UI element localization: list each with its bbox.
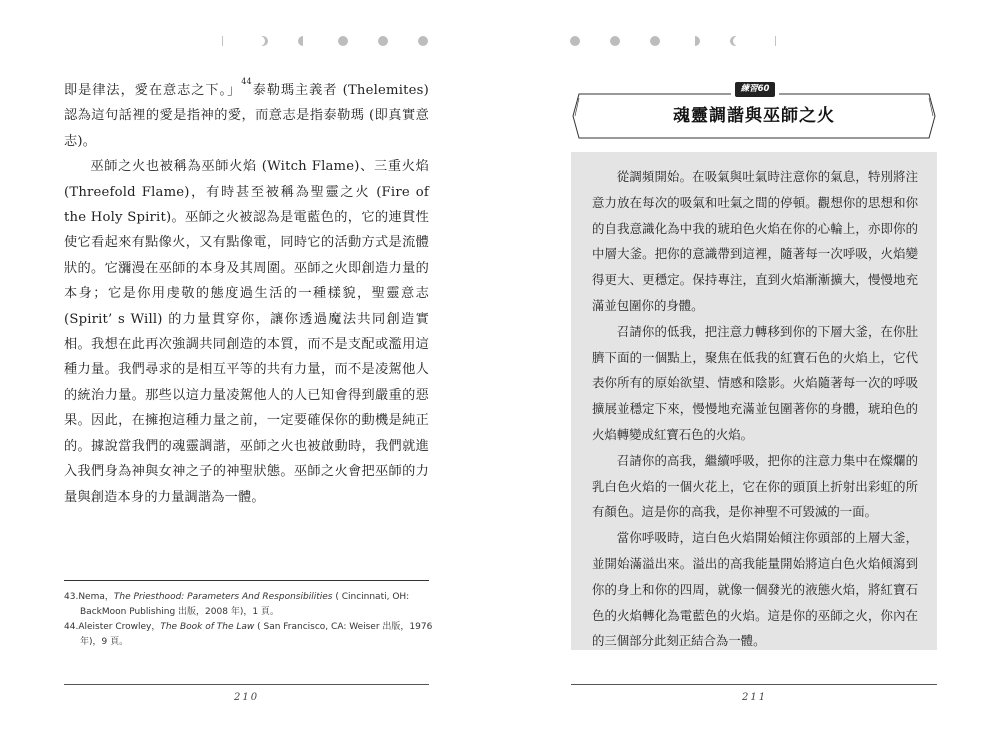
moon-full-icon	[338, 36, 348, 46]
moon-crescent-icon	[730, 36, 740, 46]
page-number: 210	[234, 692, 260, 703]
body-text	[64, 78, 429, 510]
exercise-badge: 練習60	[735, 82, 775, 97]
paragraph: 即是律法，愛在意志之下。」$^{44}$泰勒瑪主義者 (Thelemites) 認為這句話裡的愛是指神的愛，而意志是指泰勒瑪 (即真實意志)。	[64, 77, 429, 149]
moon-full-icon	[570, 36, 580, 46]
moon-half-icon	[690, 36, 700, 46]
moon-thin-crescent-icon	[222, 36, 228, 46]
footer-rule	[64, 684, 429, 685]
paragraph: 巫師之火也被稱為巫師火焰 (Witch Flame)、三重火焰 (Threefold Flame)，有時甚至被稱為聖靈之火 (Fire of the Holy Spirit)。巫師之火被認為是電藍色的，它的連貫性使它看起來有點像火，又有點像電，同時它的活動方式是流體狀的。它瀰漫在巫師的本身及其周圍。巫師之火即創造力量的本身；它是你用虔敬的態度過生活的一種樣貌，聖靈意志 (Spirit’ s Will) 的力量貫穿你，讓你透過魔法共同創造實相。我想在此再次強調共同創造的本質，而不是支配或濫用這種力量。我們尋求的是相互平等的共有力量，而不是凌駕他人的統治力量。那些以這力量凌駕他人的人已知會得到嚴重的惡果。因此，在擁抱這種力量之前，一定要確保你的動機是純正的。據說當我們的魂靈調諧，巫師之火也被啟動時，我們就進入我們身為神與女神之子的神聖狀態。巫師之火會把巫師的力量與創造本身的力量調諧為一體。	[64, 159, 429, 505]
footnotes	[64, 590, 434, 650]
moon-thin-crescent-icon	[770, 36, 776, 46]
moon-phase-ornament	[222, 36, 458, 46]
moon-full-icon	[610, 36, 620, 46]
moon-half-icon	[298, 36, 308, 46]
footer-rule	[571, 684, 937, 685]
paragraph: 召請你的低我，把注意力轉移到你的下層大釜，在你肚臍下面的一個點上，聚焦在低我的紅寶石色的火焰上，它代表你所有的原始欲望、情感和陰影。火焰隨著每一次的呼吸擴展並穩定下來，慢慢地充滿並包圍著你的身體，琥珀色的火焰轉變成紅寶石色的火焰。	[592, 323, 918, 442]
paragraph: 從調頻開始。在吸氣與吐氣時注意你的氣息，特別將注意力放在每次的吸氣和吐氣之間的停頓。觀想你的思想和你的自我意識化為中我的琥珀色火焰在你的心輪上，亦即你的中層大釜。把你的意識帶到這裡，隨著每一次呼吸，火焰變得更大、更穩定。保持專注，直到火焰漸漸擴大，慢慢地充滿並包圍你的身體。	[592, 169, 918, 313]
exercise-text	[592, 164, 918, 654]
exercise-title: 魂靈調諧與巫師之火	[673, 106, 835, 126]
moon-full-icon	[378, 36, 388, 46]
footnote-divider	[64, 580, 429, 581]
left-page	[0, 0, 499, 751]
page-number: 211	[742, 692, 768, 703]
paragraph: 當你呼吸時，這白色火焰開始傾注你頭部的上層大釜，並開始滿溢出來。溢出的高我能量開始將這白色火焰傾瀉到你的身上和你的四周，就像一個發光的液態火焰，將紅寶石色的火焰轉化為電藍色的火焰。這是你的巫師之火，你內在的三個部分此刻正結合為一體。	[592, 530, 918, 649]
footnote-43: 43.Nema，The Priesthood: Parameters And Responsibilities ( Cincinnati, OH: BackMoon Publishing 出版，2008 年)，1 頁。	[64, 592, 410, 617]
right-page	[500, 0, 999, 751]
paragraph: 召請你的高我，繼續呼吸，把你的注意力集中在燦爛的乳白色火焰的一個火花上，它在你的頭頂上折射出彩虹的所有顏色。這是你的高我，是你神聖不可毀滅的一面。	[592, 452, 918, 520]
moon-full-icon	[650, 36, 660, 46]
footnote-ref[interactable]: 44	[241, 77, 252, 86]
moon-crescent-icon	[258, 36, 268, 46]
footnote-44: 44.Aleister Crowley，The Book of The Law ( San Francisco, CA: Weiser 出版，1976 年)，9 頁。	[64, 622, 433, 647]
moon-full-icon	[418, 36, 428, 46]
moon-phase-ornament	[570, 36, 806, 46]
